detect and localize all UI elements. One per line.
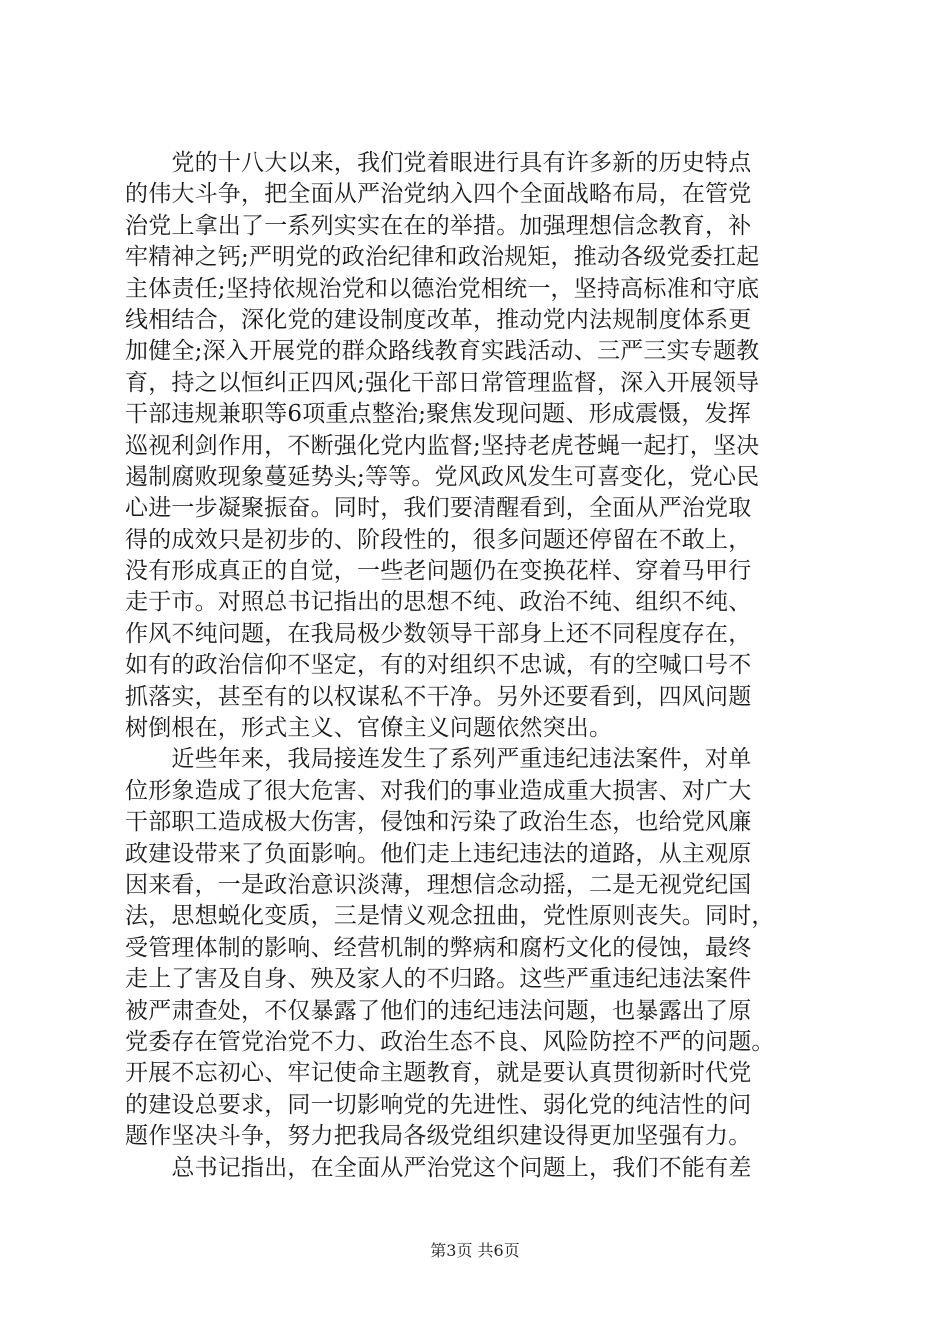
text-line: 治党上拿出了一系列实实在在的举措。加强理想信念教育，补 (125, 212, 752, 239)
text-line: 遏制腐败现象蔓延势头;等等。党风政风发生可喜变化，党心民 (125, 463, 760, 490)
text-line: 近些年来，我局接连发生了系列严重违纪违法案件，对单 (125, 746, 752, 773)
text-line: 抓落实，甚至有的以权谋私不干净。另外还要看到，四风问题 (125, 683, 752, 710)
text-line: 线相结合，深化党的建设制度改革，推动党内法规制度体系更 (125, 306, 752, 333)
body-text (125, 148, 845, 1184)
text-line: 巡视利剑作用，不断强化党内监督;坚持老虎苍蝇一起打，坚决 (125, 432, 760, 459)
text-line: 总书记指出，在全面从严治党这个问题上，我们不能有差 (125, 1154, 752, 1181)
text-line: 牢精神之钙;严明党的政治纪律和政治规矩，推动各级党委扛起 (125, 244, 760, 271)
text-line: 加健全;深入开展党的群众路线教育实践活动、三严三实专题教 (125, 338, 760, 365)
text-line: 题作坚决斗争，努力把我局各级党组织建设得更加坚强有力。 (125, 1123, 752, 1150)
text-line: 如有的政治信仰不坚定，有的对组织不忠诚，有的空喊口号不 (125, 652, 752, 679)
text-line: 育，持之以恒纠正四风;强化干部日常管理监督，深入开展领导 (125, 369, 760, 396)
text-line: 走于市。对照总书记指出的思想不纯、政治不纯、组织不纯、 (125, 589, 752, 616)
text-line: 树倒根在，形式主义、官僚主义问题依然突出。 (125, 715, 613, 742)
page-footer: 第3页 共6页 (430, 1241, 520, 1260)
text-line: 党委存在管党治党不力、政治生态不良、风险防控不严的问题。 (125, 1028, 775, 1055)
text-line: 因来看，一是政治意识淡薄，理想信念动摇，二是无视党纪国 (125, 871, 752, 898)
text-line: 走上了害及自身、殃及家人的不归路。这些严重违纪违法案件 (125, 966, 752, 993)
text-line: 法，思想蜕化变质，三是情义观念扭曲，党性原则丧失。同时， (125, 903, 775, 930)
text-line: 政建设带来了负面影响。他们走上违纪违法的道路，从主观原 (125, 840, 752, 867)
text-line: 位形象造成了很大危害、对我们的事业造成重大损害、对广大 (125, 777, 752, 804)
text-line: 得的成效只是初步的、阶段性的，很多问题还停留在不敢上， (125, 526, 752, 553)
text-line: 心进一步凝聚振奋。同时，我们要清醒看到，全面从严治党取 (125, 495, 752, 522)
text-line: 干部职工造成极大伤害，侵蚀和污染了政治生态，也给党风廉 (125, 809, 752, 836)
text-line: 没有形成真正的自觉，一些老问题仍在变换花样、穿着马甲行 (125, 558, 752, 585)
text-line: 党的十八大以来，我们党着眼进行具有许多新的历史特点 (125, 150, 752, 176)
text-line: 的建设总要求，同一切影响党的先进性、弱化党的纯洁性的问 (125, 1091, 752, 1118)
text-line: 主体责任;坚持依规治党和以德治党相统一，坚持高标准和守底 (125, 275, 760, 302)
text-line: 作风不纯问题，在我局极少数领导干部身上还不同程度存在， (125, 620, 752, 647)
text-line: 被严肃查处，不仅暴露了他们的违纪违法问题，也暴露出了原 (125, 997, 752, 1024)
text-line: 受管理体制的影响、经营机制的弊病和腐朽文化的侵蚀，最终 (125, 934, 752, 961)
text-line: 干部违规兼职等6项重点整治;聚焦发现问题、形成震慑，发挥 (125, 401, 751, 428)
text-line: 开展不忘初心、牢记使命主题教育，就是要认真贯彻新时代党 (125, 1060, 752, 1087)
text-line: 的伟大斗争，把全面从严治党纳入四个全面战略布局，在管党 (125, 181, 752, 208)
